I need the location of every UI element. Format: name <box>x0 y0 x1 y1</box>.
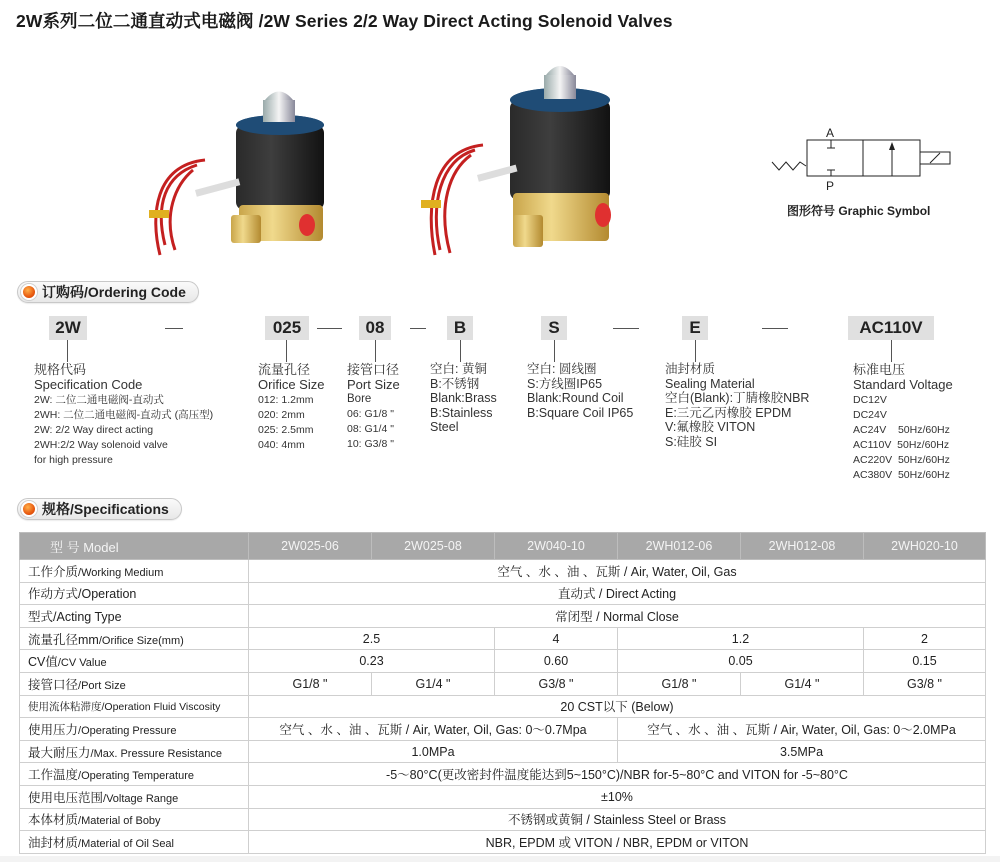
table-header-row <box>20 533 986 560</box>
model-header: 型 号 Model <box>20 533 249 560</box>
row-label: 接管口径/Port Size <box>20 672 249 695</box>
cell-value: 4 <box>495 627 618 650</box>
code-separator <box>410 328 426 329</box>
row-label: 油封材质/Material of Oil Seal <box>20 831 249 854</box>
code-body-material: B <box>447 316 473 340</box>
connector-line <box>67 340 68 362</box>
solenoid-valve-image-2 <box>405 55 625 260</box>
specifications-heading: 规格/Specifications <box>17 498 182 520</box>
coil-type-description: 空白: 圆线圈 S:方线圈IP65 Blank:Round Coil B:Square Coil IP65 <box>527 362 634 420</box>
row-label: 作动方式/Operation <box>20 582 249 605</box>
connector-line <box>891 340 892 362</box>
cell-value: NBR, EPDM 或 VITON / NBR, EPDM or VITON <box>249 831 986 854</box>
row-label: 本体材质/Material of Boby <box>20 808 249 831</box>
cell-value: 3.5MPa <box>618 740 986 763</box>
row-label: 型式/Acting Type <box>20 605 249 628</box>
page-title: 2W系列二位二通直动式电磁阀 /2W Series 2/2 Way Direct Acting Solenoid Valves <box>16 11 673 31</box>
cell-value: 1.0MPa <box>249 740 618 763</box>
row-label: 最大耐压力/Max. Pressure Resistance <box>20 740 249 763</box>
table-row <box>20 785 986 808</box>
cell-value: 空气 、水 、油 、瓦斯 / Air, Water, Oil, Gas <box>249 560 986 583</box>
row-label: 使用电压范围/Voltage Range <box>20 785 249 808</box>
code-separator <box>165 328 183 329</box>
table-row <box>20 650 986 673</box>
cell-value: 0.05 <box>618 650 864 673</box>
port-a-label: A <box>826 126 835 140</box>
connector-line <box>554 340 555 362</box>
cell-value: 20 CST以下 (Below) <box>249 695 986 718</box>
table-row <box>20 582 986 605</box>
connector-line <box>460 340 461 362</box>
bottom-divider <box>0 856 1000 862</box>
table-row <box>20 560 986 583</box>
cell-value: ±10% <box>249 785 986 808</box>
table-row <box>20 831 986 854</box>
cell-value: 直动式 / Direct Acting <box>249 582 986 605</box>
ordering-code-heading: 订购码/Ordering Code <box>17 281 199 303</box>
cell-value: 2 <box>864 627 986 650</box>
table-row <box>20 672 986 695</box>
model-column-header: 2WH020-10 <box>864 533 986 560</box>
cell-value: 0.60 <box>495 650 618 673</box>
orange-bullet-icon <box>21 284 37 300</box>
table-row <box>20 808 986 831</box>
port-size-description: 接管口径 Port Size Bore 06: G1/8 " 08: G1/4 " 10: G3/8 " <box>347 362 400 450</box>
code-seal: E <box>682 316 708 340</box>
body-material-description: 空白: 黄铜 B:不锈钢 Blank:Brass B:Stainless Steel <box>430 362 497 434</box>
cell-value: 常闭型 / Normal Close <box>249 605 986 628</box>
connector-line <box>695 340 696 362</box>
code-separator <box>613 328 639 329</box>
cell-value: G3/8 " <box>864 672 986 695</box>
model-column-header: 2W025-06 <box>249 533 372 560</box>
model-column-header: 2WH012-08 <box>741 533 864 560</box>
orange-bullet-icon <box>21 501 37 517</box>
spec-code-description: 规格代码 Specification Code 2W: 二位二通电磁阀-直动式 2WH: 二位二通电磁阀-直动式 (高压型) 2W: 2/2 Way direct acting 2WH:2/2 Way solenoid valve for high pressure <box>34 362 214 466</box>
cell-value: 1.2 <box>618 627 864 650</box>
row-label: CV值/CV Value <box>20 650 249 673</box>
cell-value: G1/4 " <box>372 672 495 695</box>
cell-value: G1/8 " <box>618 672 741 695</box>
cell-value: 空气 、水 、油 、瓦斯 / Air, Water, Oil, Gas: 0～2.0MPa <box>618 718 986 741</box>
cell-value: G3/8 " <box>495 672 618 695</box>
row-label: 流量孔径mm/Orifice Size(mm) <box>20 627 249 650</box>
orifice-size-description: 流量孔径 Orifice Size 012: 1.2mm 020: 2mm 025: 2.5mm 040: 4mm <box>258 362 325 451</box>
row-label: 工作介质/Working Medium <box>20 560 249 583</box>
specifications-table <box>19 532 986 854</box>
row-label: 使用压力/Operating Pressure <box>20 718 249 741</box>
code-orifice: 025 <box>265 316 309 340</box>
code-separator <box>762 328 788 329</box>
connector-line <box>375 340 376 362</box>
table-row <box>20 627 986 650</box>
table-row <box>20 763 986 786</box>
table-row <box>20 695 986 718</box>
cell-value: -5～80°C(更改密封件温度能达到5~150°C)/NBR for-5~80°C and VITON for -5~80°C <box>249 763 986 786</box>
table-row <box>20 740 986 763</box>
code-port: 08 <box>359 316 391 340</box>
code-coil: S <box>541 316 567 340</box>
model-column-header: 2W025-08 <box>372 533 495 560</box>
cell-value: 0.23 <box>249 650 495 673</box>
cell-value: 空气 、水 、油 、瓦斯 / Air, Water, Oil, Gas: 0～0.7Mpa <box>249 718 618 741</box>
solenoid-valve-image-1 <box>135 55 355 260</box>
cell-value: G1/8 " <box>249 672 372 695</box>
cell-value: 2.5 <box>249 627 495 650</box>
graphic-symbol-caption: 图形符号 Graphic Symbol <box>787 204 931 218</box>
code-separator <box>317 328 342 329</box>
table-row <box>20 718 986 741</box>
row-label: 使用流体粘滞度/Operation Fluid Viscosity <box>20 695 249 718</box>
code-voltage: AC110V <box>848 316 934 340</box>
cell-value: 不锈钢或黄铜 / Stainless Steel or Brass <box>249 808 986 831</box>
model-column-header: 2WH012-06 <box>618 533 741 560</box>
row-label: 工作温度/Operating Temperature <box>20 763 249 786</box>
voltage-description: 标准电压 Standard Voltage DC12V DC24V AC24V 50Hz/60Hz AC110V 50Hz/60Hz AC220V 50Hz/60Hz AC380V 50Hz/60Hz <box>853 362 953 481</box>
model-column-header: 2W040-10 <box>495 533 618 560</box>
connector-line <box>286 340 287 362</box>
port-p-label: P <box>826 179 835 193</box>
table-row <box>20 605 986 628</box>
code-series: 2W <box>49 316 87 340</box>
seal-material-description: 油封材质 Sealing Material 空白(Blank):丁腈橡胶NBR E:三元乙丙橡胶 EPDM V:氟橡胶 VITON S:硅胶 SI <box>665 362 810 449</box>
cell-value: G1/4 " <box>741 672 864 695</box>
cell-value: 0.15 <box>864 650 986 673</box>
